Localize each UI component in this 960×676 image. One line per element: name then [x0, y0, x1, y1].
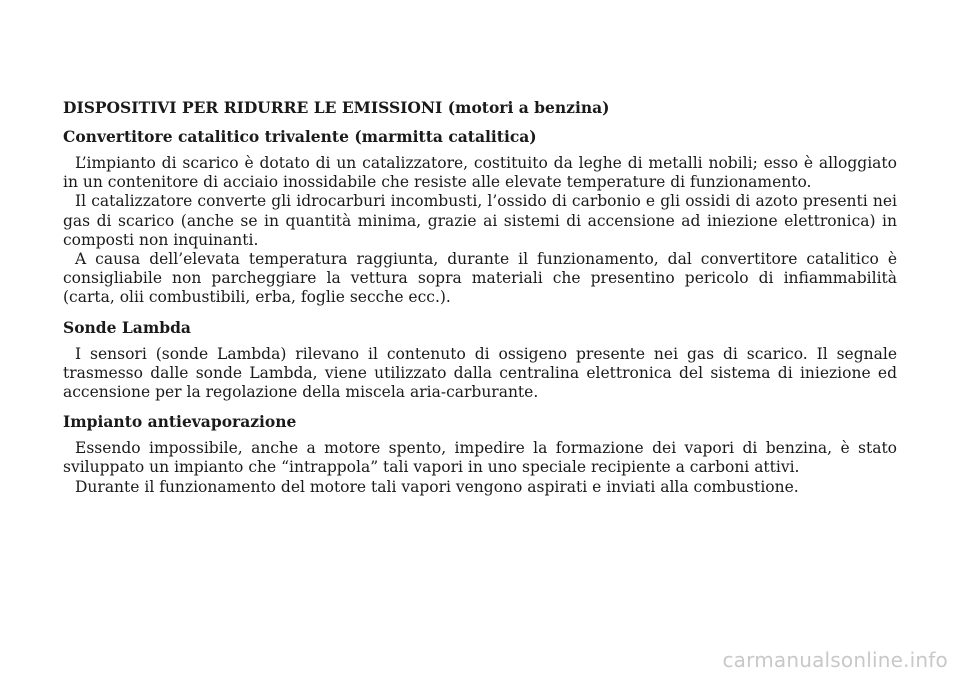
watermark: carmanualsonline.info	[722, 648, 948, 672]
paragraph: Essendo impossibile, anche a motore spento, impedire la formazione dei vapori di benzina, è stato sviluppato un impianto che “intrappola” tali vapori in uno speciale recipiente a carboni attivi.	[63, 439, 897, 477]
paragraph: A causa dell’elevata temperatura raggiunta, durante il funzionamento, dal convertitore catalitico è consigliabile non parcheggiare la vettura sopra materiali che presentino pericolo di infiammabilità (carta, olii combustibili, erba, foglie secche ecc.).	[63, 250, 897, 307]
section-evaporation-system	[63, 412, 897, 497]
paragraph: Il catalizzatore converte gli idrocarburi incombusti, l’ossido di carbonio e gli ossidi di azoto presenti nei gas di scarico (anche se in quantità minima, grazie ai sistemi di accensione ad iniezione elettronica) in composti non inquinanti.	[63, 192, 897, 249]
paragraph: Durante il funzionamento del motore tali vapori vengono aspirati e inviati alla combustione.	[75, 477, 799, 496]
section-heading: Convertitore catalitico trivalente (marmitta catalitica)	[63, 127, 537, 146]
page-title	[63, 98, 897, 117]
page-title-qualifier: (motori a benzina)	[447, 98, 610, 117]
section-heading: Impianto antievaporazione	[63, 412, 297, 432]
section-catalytic-converter	[63, 127, 897, 308]
document-page	[63, 98, 897, 507]
paragraph: L’impianto di scarico è dotato di un catalizzatore, costituito da leghe di metalli nobili; esso è alloggiato in un contenitore di acciaio inossidabile che resiste alle elevate temperature di funzionamento.	[63, 154, 897, 192]
section-heading: Sonde Lambda	[63, 317, 191, 337]
paragraph: I sensori (sonde Lambda) rilevano il contenuto di ossigeno presente nei gas di scarico. Il segnale trasmesso dalle sonde Lambda, viene utilizzato dalla centralina elettronica del sistema di iniezione ed accensione per la regolazione della miscela aria-carburante.	[63, 344, 897, 402]
page-title-main: DISPOSITIVI PER RIDURRE LE EMISSIONI	[63, 98, 443, 117]
section-lambda-sensors	[63, 318, 897, 403]
